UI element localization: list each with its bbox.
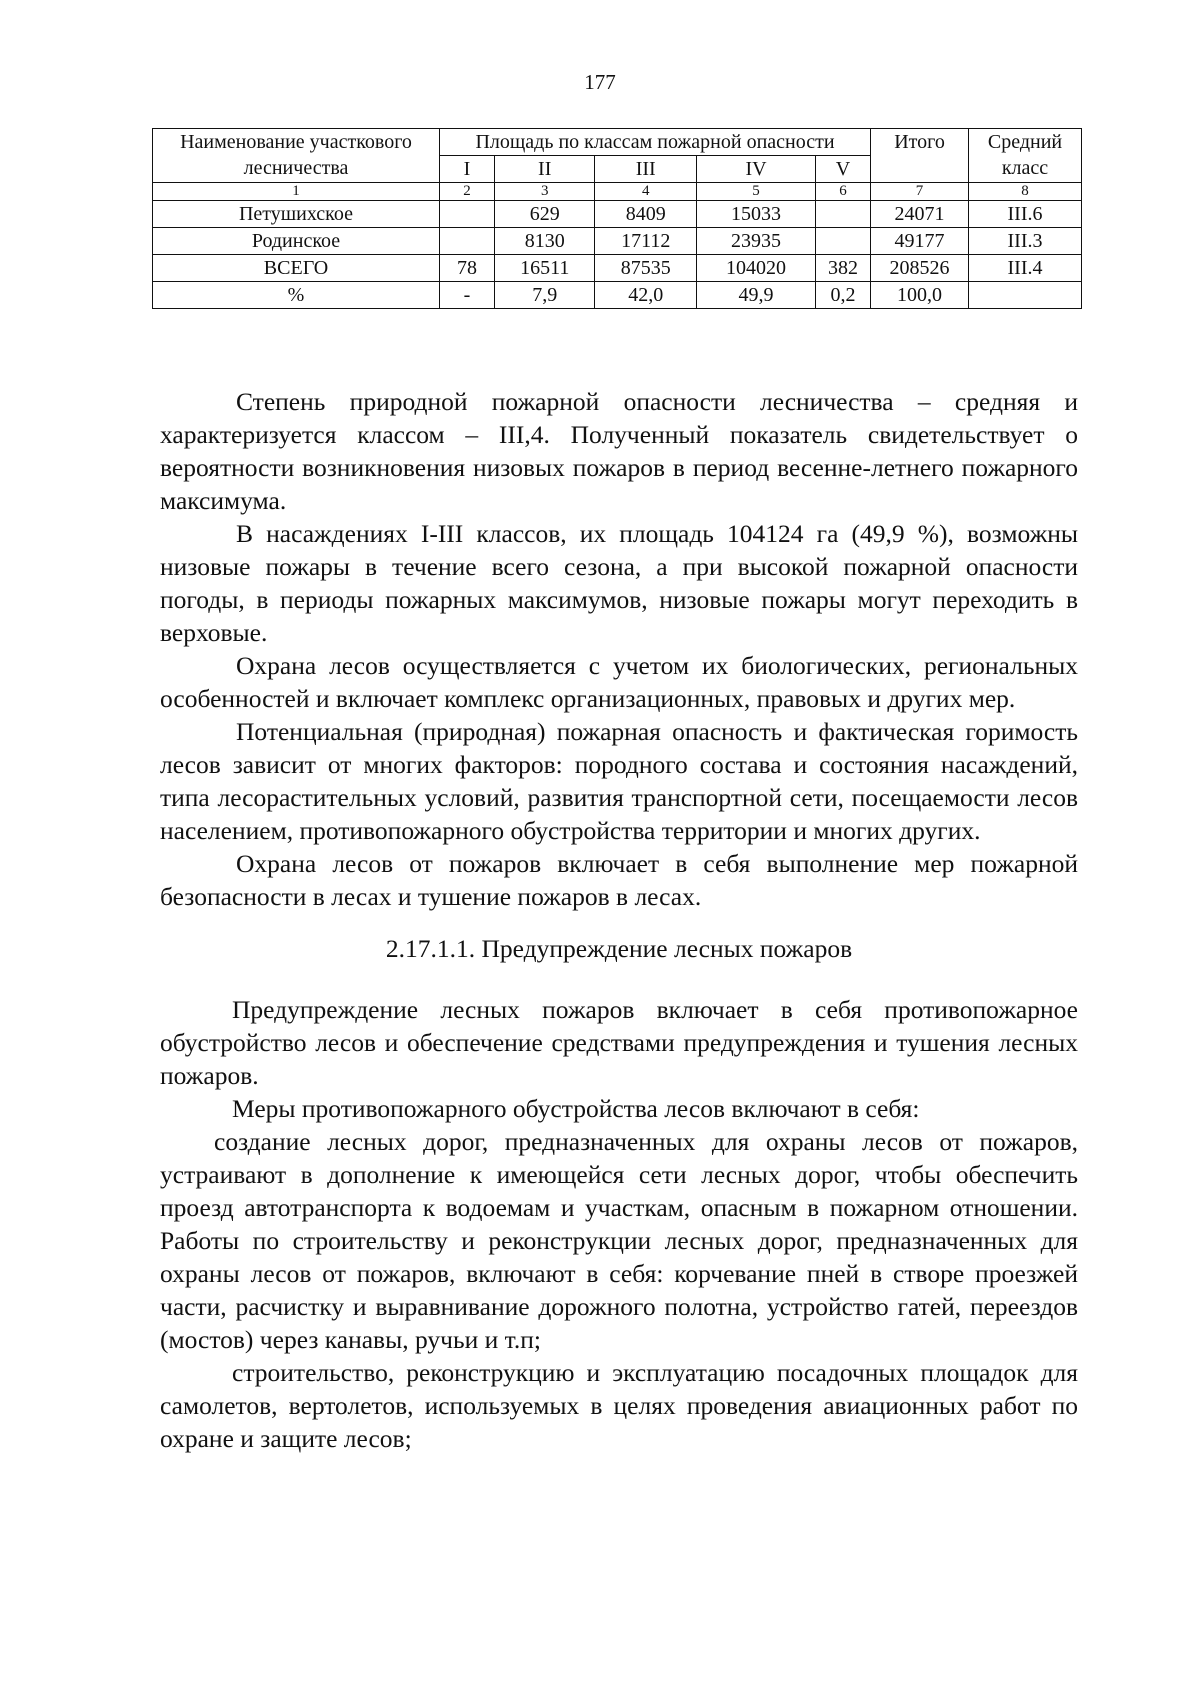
paragraph-fire-factors: Потенциальная (природная) пожарная опасность и фактическая горимость лесов зависит от многих факторов: породного состава и состояния насаждений, типа лесорастительных условий, развития транспортной сети, посещаемости лесов населением, противопожарного обустройства территории и многих других.: [160, 717, 1078, 845]
header-area-group: Площадь по классам пожарной опасности: [440, 129, 871, 156]
table-cell: 49,9: [697, 282, 816, 309]
header-total: Итого: [871, 129, 969, 183]
table-cell: Родинское: [153, 228, 440, 255]
table-cell: 16511: [495, 255, 595, 282]
table-cell: [440, 201, 495, 228]
column-index: 5: [697, 183, 816, 201]
header-class: IV: [697, 156, 816, 183]
table-row: [153, 282, 1082, 309]
table-cell: 208526: [871, 255, 969, 282]
paragraph-hazard-degree: Степень природной пожарной опасности лесничества – средняя и характеризуется классом – III,4. Полученный показатель свидетельствует о вероятности возникновения низовых пожаров в период весенне-летнего пожарного максимума.: [160, 387, 1078, 515]
column-index-row: [153, 183, 1082, 201]
list-item-roads: создание лесных дорог, предназначенных для охраны лесов от пожаров, устраивают в дополнение к имеющейся сети лесных дорог, чтобы обеспечить проезд автотранспорта к водоемам и участкам, опасным в пожарном отношении. Работы по строительству и реконструкции лесных дорог, предназначенных для охраны лесов от пожаров, включают в себя: корчевание пней в створе проезжей части, расчистку и выравнивание дорожного полотна, устройство гатей, переездов (мостов) через канавы, ручьи и т.п;: [160, 1127, 1078, 1354]
list-item-landing-sites: строительство, реконструкцию и эксплуатацию посадочных площадок для самолетов, вертолетов, используемых в целях проведения авиационных работ по охране и защите лесов;: [160, 1358, 1078, 1453]
column-index: 7: [871, 183, 969, 201]
table-cell: 15033: [697, 201, 816, 228]
table-cell: [440, 228, 495, 255]
table-row: [153, 228, 1082, 255]
header-class: V: [816, 156, 871, 183]
table-cell: ВСЕГО: [153, 255, 440, 282]
column-index: 1: [153, 183, 440, 201]
table-row: [153, 255, 1082, 282]
page-number: 177: [584, 70, 616, 94]
header-class: I: [440, 156, 495, 183]
table-cell: III.4: [969, 255, 1082, 282]
header-class: II: [495, 156, 595, 183]
table-cell: 87535: [595, 255, 697, 282]
column-index: 6: [816, 183, 871, 201]
table-cell: 78: [440, 255, 495, 282]
paragraph-ground-fires: В насаждениях I-III классов, их площадь 104124 га (49,9 %), возможны низовые пожары в течение всего сезона, а при высокой пожарной опасности погоды, в периоды пожарных максимумов, низовые пожары могут переходить в верховые.: [160, 519, 1078, 647]
table-cell: 7,9: [495, 282, 595, 309]
table-cell: 100,0: [871, 282, 969, 309]
table-cell: III.6: [969, 201, 1082, 228]
section-heading: 2.17.1.1. Предупреждение лесных пожаров: [385, 934, 853, 963]
header-name: Наименование участкового лесничества: [153, 129, 440, 183]
table-cell: 42,0: [595, 282, 697, 309]
column-index: 2: [440, 183, 495, 201]
table-cell: [816, 201, 871, 228]
table-cell: 629: [495, 201, 595, 228]
paragraph-prevention: Предупреждение лесных пожаров включает в себя противопожарное обустройство лесов и обеспечение средствами предупреждения и тушения лесных пожаров.: [160, 995, 1078, 1090]
table-cell: 0,2: [816, 282, 871, 309]
paragraph-measures-intro: Меры противопожарного обустройства лесов включают в себя:: [232, 1094, 920, 1123]
paragraph-fire-safety: Охрана лесов от пожаров включает в себя выполнение мер пожарной безопасности в лесах и тушение пожаров в лесах.: [160, 849, 1078, 911]
table-cell: Петушихское: [153, 201, 440, 228]
table-cell: 17112: [595, 228, 697, 255]
table-row: [153, 201, 1082, 228]
column-index: 4: [595, 183, 697, 201]
table-cell: [816, 228, 871, 255]
column-index: 8: [969, 183, 1082, 201]
fire-hazard-table: [152, 128, 1082, 309]
table-cell: 382: [816, 255, 871, 282]
header-average: Средний класс: [969, 129, 1082, 183]
column-index: 3: [495, 183, 595, 201]
table-cell: 24071: [871, 201, 969, 228]
table-cell: 104020: [697, 255, 816, 282]
body-text: [160, 385, 1078, 1455]
table-cell: 49177: [871, 228, 969, 255]
table-cell: 8409: [595, 201, 697, 228]
table-cell: 23935: [697, 228, 816, 255]
table-cell: %: [153, 282, 440, 309]
table-cell: 8130: [495, 228, 595, 255]
paragraph-forest-protection: Охрана лесов осуществляется с учетом их биологических, региональных особенностей и включает комплекс организационных, правовых и других мер.: [160, 651, 1078, 713]
table-cell: [969, 282, 1082, 309]
table-cell: III.3: [969, 228, 1082, 255]
table-header-row: [153, 129, 1082, 156]
header-class: III: [595, 156, 697, 183]
table-cell: -: [440, 282, 495, 309]
